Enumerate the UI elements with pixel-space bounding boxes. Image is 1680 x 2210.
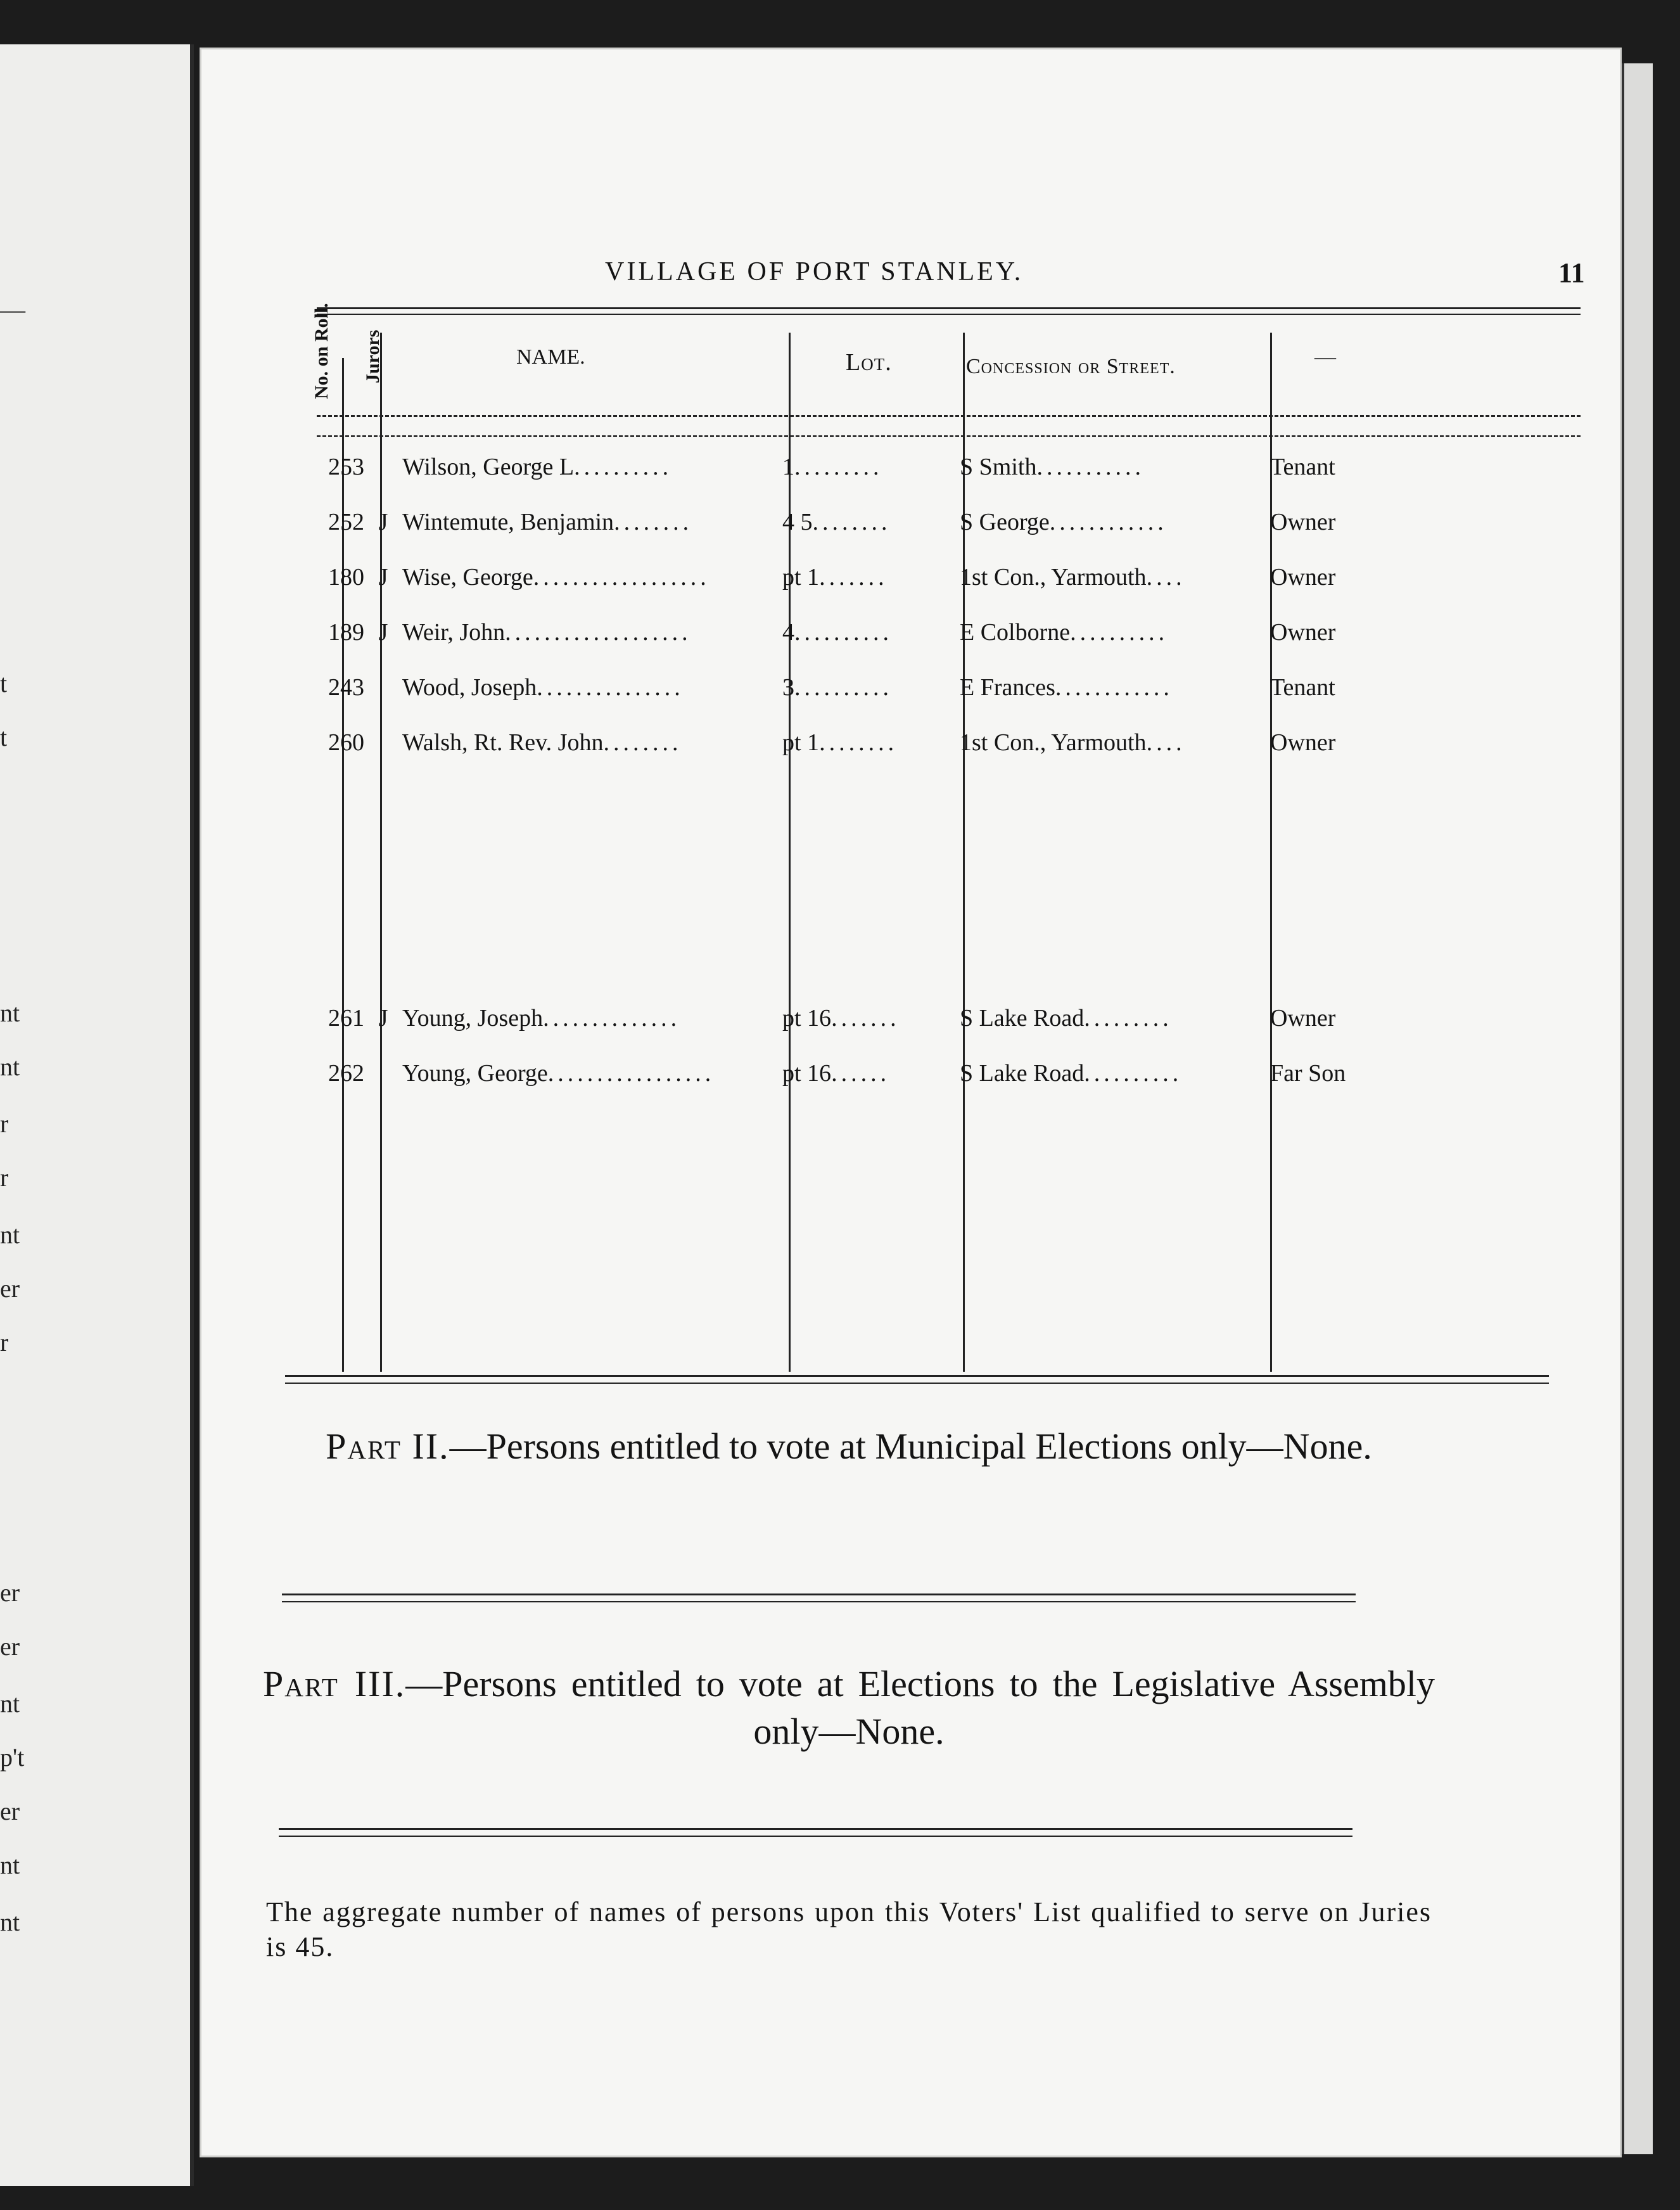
table-bottom-rule: [285, 1375, 1549, 1377]
margin-fragment: nt: [0, 999, 20, 1027]
margin-fragment: t: [0, 723, 8, 751]
juror-mark: J: [378, 509, 388, 535]
part-three-rule-inner: [279, 1836, 1352, 1837]
qualification: Owner: [1270, 509, 1336, 535]
voter-name: Wise, George..................: [402, 564, 710, 591]
lot: pt 16.......: [782, 1005, 900, 1032]
part-two-label: Part II.: [326, 1426, 450, 1467]
margin-fragment: nt: [0, 1220, 20, 1249]
header-concession: Concession or Street.: [966, 355, 1176, 378]
table-row: [200, 563, 1622, 614]
roll-number: 261: [328, 1005, 364, 1032]
lot: 3..........: [782, 674, 893, 701]
lot: 4 5........: [782, 509, 891, 535]
margin-fragment: p't: [0, 1743, 25, 1772]
lot: pt 16......: [782, 1060, 891, 1087]
voter-name: Wilson, George L..........: [402, 454, 673, 480]
table-row: [200, 508, 1622, 559]
margin-fragment: er: [0, 1632, 20, 1661]
concession-or-street: E Frances............: [960, 674, 1173, 701]
margin-fragment: er: [0, 1797, 20, 1825]
juror-mark: J: [378, 619, 388, 646]
concession-or-street: S Smith...........: [960, 454, 1145, 480]
table-row: [200, 1059, 1622, 1110]
roll-number: 252: [328, 509, 364, 535]
margin-fragment: r: [0, 1163, 9, 1192]
header-name: NAME.: [516, 345, 585, 369]
top-rule-inner: [317, 314, 1581, 315]
concession-or-street: S Lake Road..........: [960, 1060, 1183, 1087]
margin-fragment: nt: [0, 1689, 20, 1718]
qualification: Tenant: [1270, 674, 1335, 701]
voter-name: Wood, Joseph...............: [402, 674, 684, 701]
concession-or-street: S Lake Road.........: [960, 1005, 1173, 1032]
roll-number: 189: [328, 619, 364, 646]
qualification: Tenant: [1270, 454, 1335, 480]
part-three-label: Part III.: [263, 1663, 406, 1704]
juror-mark: J: [378, 1005, 388, 1032]
roll-number: 260: [328, 729, 364, 756]
lot: 4..........: [782, 619, 893, 646]
voter-name: Young, Joseph..............: [402, 1005, 681, 1032]
table-bottom-rule-inner: [285, 1383, 1549, 1384]
table-row: [200, 674, 1622, 724]
margin-fragment: —: [0, 295, 25, 324]
header-rule-2: [317, 435, 1581, 437]
juror-mark: J: [378, 564, 388, 591]
header-jurors: Jurors: [362, 329, 383, 383]
concession-or-street: 1st Con., Yarmouth....: [960, 564, 1186, 591]
lot: pt 1.......: [782, 564, 888, 591]
roll-number: 262: [328, 1060, 364, 1087]
concession-or-street: E Colborne..........: [960, 619, 1169, 646]
document-page: [200, 48, 1622, 2157]
table-row: [200, 453, 1622, 504]
lot: 1.........: [782, 454, 883, 480]
running-head: VILLAGE OF PORT STANLEY.: [605, 257, 1024, 286]
page-edge-shadow: [1622, 63, 1653, 2154]
lot: pt 1........: [782, 729, 898, 756]
part-two-rule-inner: [282, 1601, 1356, 1602]
page-number: 11: [1558, 257, 1585, 288]
margin-fragment: er: [0, 1274, 20, 1303]
concession-or-street: S George............: [960, 509, 1168, 535]
roll-number: 253: [328, 454, 364, 480]
header-rule: [317, 415, 1581, 417]
table-row: [200, 618, 1622, 669]
qualification: Owner: [1270, 619, 1336, 646]
qualification: Far Son: [1270, 1060, 1346, 1087]
table-row: [200, 729, 1622, 779]
juror-count-footnote: The aggregate number of names of persons upon this Voters' List qualified to serve on Juries is 45.: [266, 1896, 1432, 1962]
header-no-on-roll: No. on Roll.: [311, 303, 332, 399]
header-lot: Lot.: [846, 349, 892, 376]
qualification: Owner: [1270, 1005, 1336, 1032]
margin-fragment: t: [0, 669, 8, 698]
margin-fragment: nt: [0, 1908, 20, 1936]
roll-number: 180: [328, 564, 364, 591]
qualification: Owner: [1270, 564, 1336, 591]
margin-fragment: r: [0, 1328, 9, 1357]
margin-fragment: nt: [0, 1052, 20, 1081]
part-two-text: —Persons entitled to vote at Municipal Elections only—None.: [449, 1426, 1372, 1467]
header-qualification: —: [1314, 345, 1336, 369]
margin-fragment: nt: [0, 1851, 20, 1879]
part-two-statement: [263, 1422, 1435, 1470]
margin-fragment: er: [0, 1578, 20, 1607]
part-three-statement: [263, 1660, 1435, 1756]
voter-name: Walsh, Rt. Rev. John........: [402, 729, 682, 756]
part-three-rule: [279, 1828, 1352, 1830]
voter-name: Young, George.................: [402, 1060, 715, 1087]
part-three-text: —Persons entitled to vote at Elections to the Legislative Assembly only—None.: [405, 1663, 1435, 1753]
qualification: Owner: [1270, 729, 1336, 756]
margin-fragment: r: [0, 1109, 9, 1138]
voter-name: Wintemute, Benjamin........: [402, 509, 693, 535]
concession-or-street: 1st Con., Yarmouth....: [960, 729, 1186, 756]
table-row: [200, 1004, 1622, 1055]
voter-name: Weir, John...................: [402, 619, 692, 646]
top-rule: [317, 307, 1581, 309]
facing-page-edge: [0, 44, 194, 2186]
roll-number: 243: [328, 674, 364, 701]
part-two-rule: [282, 1594, 1356, 1595]
